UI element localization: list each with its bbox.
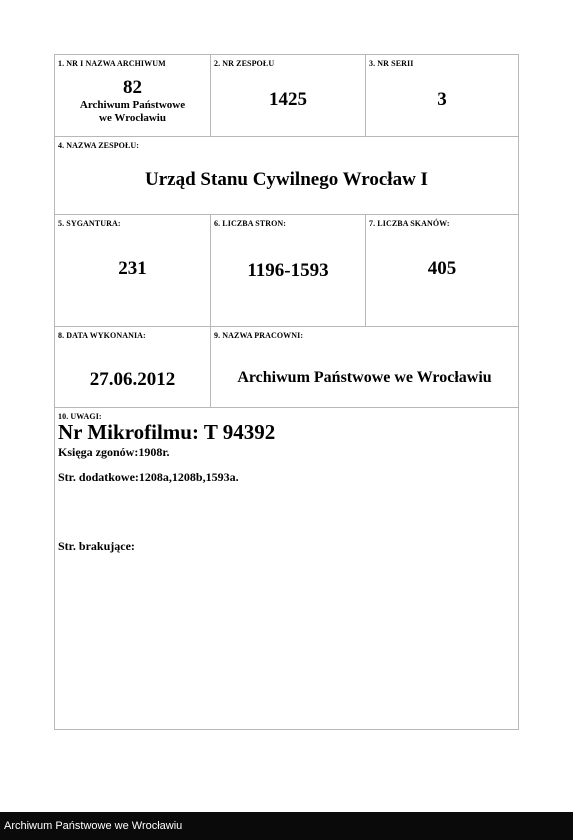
scans: 405 [427,258,457,279]
notes-cell [55,407,518,729]
footer-text: Archiwum Państwowe we Wrocławiu [4,820,183,832]
pages: 1196-1593 [247,260,329,281]
archive-label: 1. NR I NAZWA ARCHIWUM [58,59,166,68]
fond-number-label: 2. NR ZESPOŁU [214,59,275,68]
pages-cell [210,214,365,326]
workshop-label: 9. NAZWA PRACOWNI: [214,331,304,340]
fond-name: Urząd Stanu Cywilnego Wrocław I [145,169,428,190]
missing-pages: Str. brakujące: [58,539,135,553]
fond-name-label: 4. NAZWA ZESPOŁU: [58,141,140,150]
workshop-cell [210,326,518,407]
date: 27.06.2012 [89,369,176,390]
series-cell [365,55,518,136]
pages-label: 6. LICZBA STRON: [214,219,287,228]
additional-pages: Str. dodatkowe:1208a,1208b,1593a. [58,470,239,484]
workshop: Archiwum Państwowe we Wrocławiu [237,369,492,386]
scans-cell [365,214,518,326]
footer-bar [0,812,573,840]
date-cell [55,326,210,407]
scans-label: 7. LICZBA SKANÓW: [369,219,450,228]
series-label: 3. NR SERII [369,59,414,68]
fond-number: 1425 [269,89,307,110]
archive-number: 82 [123,77,142,98]
fond-number-cell [210,55,365,136]
date-label: 8. DATA WYKONANIA: [58,331,146,340]
archive-cell [55,55,210,136]
metadata-card [54,54,519,730]
archive-name-line1: Archiwum Państwowe [79,99,186,111]
book-info: Księga zgonów:1908r. [58,445,170,459]
signature-cell [55,214,210,326]
microfilm-number: Nr Mikrofilmu: T 94392 [58,420,276,444]
series-number: 3 [437,89,447,110]
archive-name-line2: we Wrocławiu [99,112,166,124]
fond-name-cell [55,136,518,214]
signature: 231 [118,258,147,279]
signature-label: 5. SYGANTURA: [58,219,121,228]
notes-label: 10. UWAGI: [58,412,102,421]
